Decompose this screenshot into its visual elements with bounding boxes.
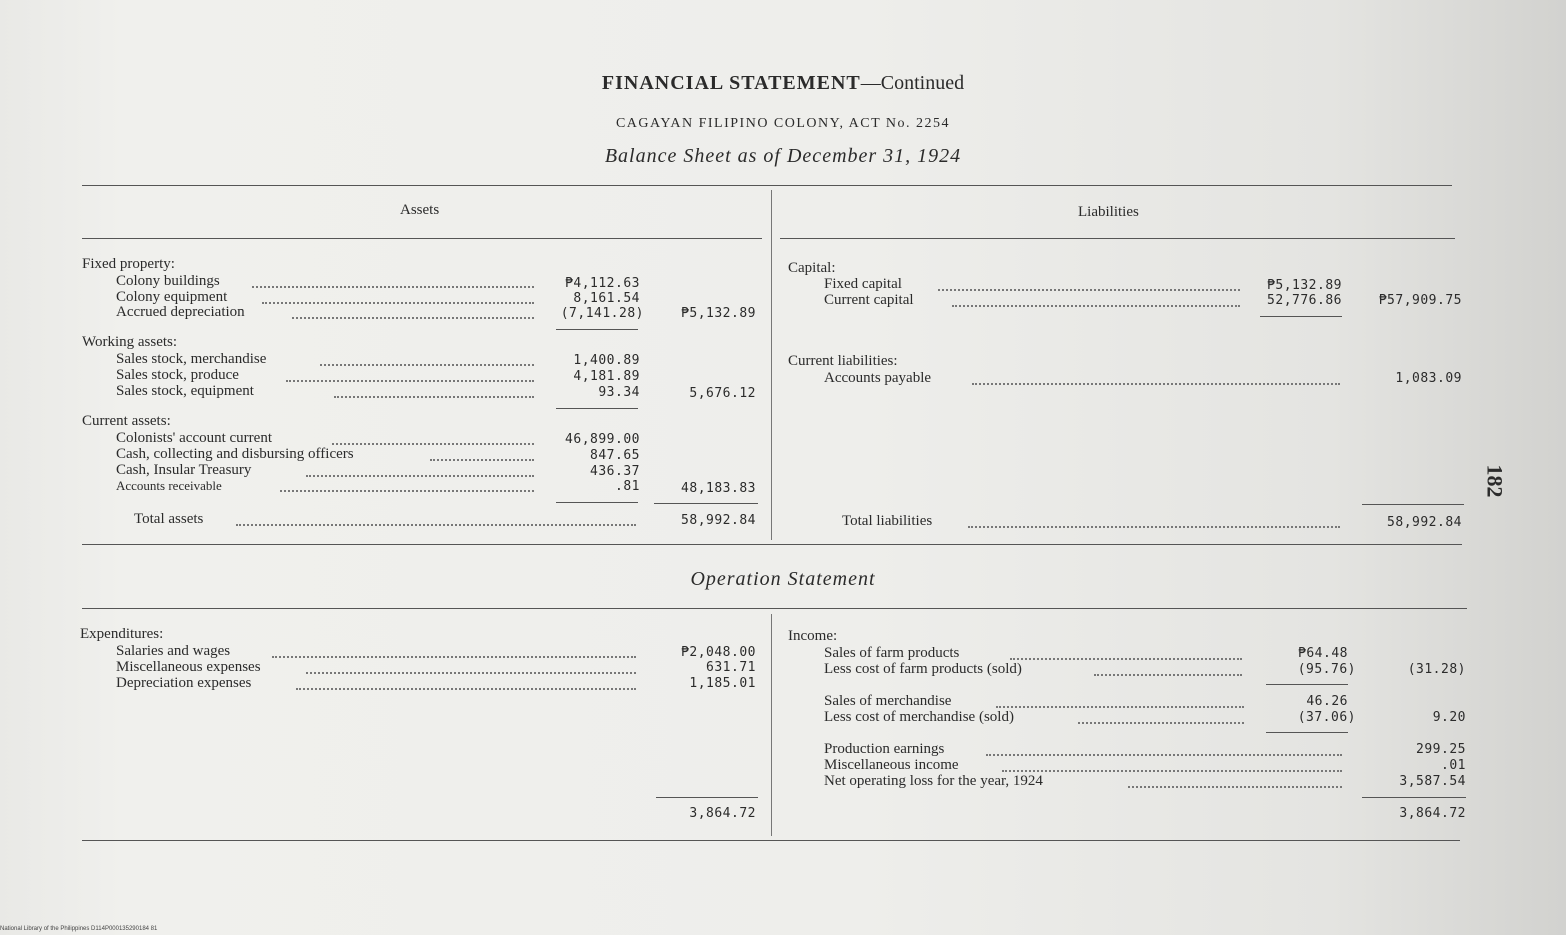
total-rule xyxy=(1362,797,1466,798)
fixed-capital-value: ₱5,132.89 xyxy=(1267,278,1342,293)
leader-dots xyxy=(280,490,534,492)
balance-bottom-rule xyxy=(82,544,1462,545)
subtotal-rule xyxy=(556,329,638,330)
subtotal-rule xyxy=(1260,316,1342,317)
current-assets-total: 48,183.83 xyxy=(681,481,756,496)
accounts-payable-label: Accounts payable xyxy=(824,370,932,386)
balance-top-rule xyxy=(82,185,1452,186)
colony-buildings-value: ₱4,112.63 xyxy=(565,276,640,291)
working-assets-total: 5,676.12 xyxy=(689,386,756,401)
depreciation-expenses-value: 1,185.01 xyxy=(689,676,756,691)
page-number: 182 xyxy=(1482,464,1508,498)
capital-label: Capital: xyxy=(788,260,836,276)
leader-dots xyxy=(986,754,1342,756)
sales-stock-equipment-label: Sales stock, equipment xyxy=(116,383,254,399)
leader-dots xyxy=(306,672,636,674)
archive-footer: National Library of the Philippines D114P000135290184 81 xyxy=(0,926,158,932)
leader-dots xyxy=(1128,786,1342,788)
subtotal-rule xyxy=(1266,684,1348,685)
fixed-property-total: ₱5,132.89 xyxy=(681,306,756,321)
statement-title xyxy=(0,72,1566,95)
accounts-receivable-value: .81 xyxy=(615,479,640,494)
working-assets-label: Working assets: xyxy=(82,334,178,350)
net-operating-loss-label: Net operating loss for the year, 1924 xyxy=(824,773,1043,789)
cash-insular-label: Cash, Insular Treasury xyxy=(116,462,252,478)
total-assets-value: 58,992.84 xyxy=(681,513,756,528)
misc-expenses-label: Miscellaneous expenses xyxy=(116,659,261,675)
production-earnings-value: 299.25 xyxy=(1416,742,1466,757)
depreciation-expenses-label: Depreciation expenses xyxy=(116,675,252,691)
expenditures-label: Expenditures: xyxy=(80,626,164,642)
fixed-capital-label: Fixed capital xyxy=(824,276,902,292)
total-assets-label: Total assets xyxy=(134,511,204,527)
leader-dots xyxy=(968,526,1340,528)
subtotal-rule xyxy=(556,408,638,409)
current-assets-label: Current assets: xyxy=(82,413,171,429)
title-continued: —Continued xyxy=(860,72,965,94)
current-liabilities-label: Current liabilities: xyxy=(788,353,898,369)
leader-dots xyxy=(334,396,534,398)
leader-dots xyxy=(306,475,534,477)
statement-subtitle: CAGAYAN FILIPINO COLONY, ACT No. 2254 xyxy=(615,116,951,131)
accounts-receivable-label: Accounts receivable xyxy=(116,478,222,493)
capital-total: ₱57,909.75 xyxy=(1378,293,1462,308)
expenditures-total: 3,864.72 xyxy=(689,806,756,821)
farm-sales-value: ₱64.48 xyxy=(1298,646,1348,661)
net-operating-loss-value: 3,587.54 xyxy=(1399,774,1466,789)
leader-dots xyxy=(292,317,534,319)
accounts-payable-value: 1,083.09 xyxy=(1395,371,1462,386)
leader-dots xyxy=(272,656,636,658)
operation-top-rule xyxy=(82,608,1467,609)
misc-expenses-value: 631.71 xyxy=(706,660,756,675)
farm-cost-label: Less cost of farm products (sold) xyxy=(824,661,1022,677)
income-label: Income: xyxy=(788,628,838,644)
leader-dots xyxy=(972,383,1340,385)
leader-dots xyxy=(996,706,1244,708)
leader-dots xyxy=(252,286,534,288)
liabilities-header: Liabilities xyxy=(1078,204,1139,220)
sales-stock-produce-value: 4,181.89 xyxy=(573,369,640,384)
colonists-account-value: 46,899.00 xyxy=(565,432,640,447)
merch-sales-label: Sales of merchandise xyxy=(824,693,952,709)
misc-income-value: .01 xyxy=(1441,758,1466,773)
leader-dots xyxy=(952,305,1240,307)
leader-dots xyxy=(938,289,1240,291)
sales-stock-merchandise-value: 1,400.89 xyxy=(573,353,640,368)
liabilities-header-rule xyxy=(780,238,1455,239)
operation-center-rule xyxy=(771,614,772,836)
sales-stock-equipment-value: 93.34 xyxy=(598,385,640,400)
total-rule xyxy=(654,503,758,504)
misc-income-label: Miscellaneous income xyxy=(824,757,959,773)
farm-cost-value: (95.76) xyxy=(1297,662,1356,677)
leader-dots xyxy=(262,302,534,304)
cash-collecting-value: 847.65 xyxy=(590,448,640,463)
accrued-depreciation-value: (7,141.28) xyxy=(560,306,644,321)
balance-sheet-heading: Balance Sheet as of December 31, 1924 xyxy=(604,145,962,167)
colonists-account-label: Colonists' account current xyxy=(116,430,272,446)
leader-dots xyxy=(1078,722,1244,724)
fixed-property-label: Fixed property: xyxy=(82,256,175,272)
salaries-value: ₱2,048.00 xyxy=(681,645,756,660)
leader-dots xyxy=(1010,658,1242,660)
leader-dots xyxy=(286,380,534,382)
cash-collecting-label: Cash, collecting and disbursing officers xyxy=(116,446,354,462)
leader-dots xyxy=(236,524,636,526)
farm-net-value: (31.28) xyxy=(1407,662,1466,677)
salaries-label: Salaries and wages xyxy=(116,643,231,659)
colony-buildings-label: Colony buildings xyxy=(116,273,220,289)
total-liabilities-label: Total liabilities xyxy=(842,513,933,529)
leader-dots xyxy=(320,364,534,366)
assets-header-rule xyxy=(82,238,762,239)
total-rule xyxy=(1362,504,1464,505)
merch-net-value: 9.20 xyxy=(1432,710,1466,725)
leader-dots xyxy=(1002,770,1342,772)
assets-header: Assets xyxy=(400,202,440,218)
accrued-depreciation-label: Accrued depreciation xyxy=(116,304,245,320)
subtotal-rule xyxy=(1266,732,1348,733)
current-capital-label: Current capital xyxy=(824,292,914,308)
income-total: 3,864.72 xyxy=(1399,806,1466,821)
colony-equipment-label: Colony equipment xyxy=(116,289,228,305)
farm-sales-label: Sales of farm products xyxy=(824,645,960,661)
title-bold: FINANCIAL STATEMENT xyxy=(601,72,861,94)
leader-dots xyxy=(332,443,534,445)
cash-insular-value: 436.37 xyxy=(590,464,640,479)
total-liabilities-value: 58,992.84 xyxy=(1387,515,1462,530)
total-rule xyxy=(656,797,758,798)
leader-dots xyxy=(430,459,534,461)
sales-stock-produce-label: Sales stock, produce xyxy=(116,367,239,383)
sales-stock-merchandise-label: Sales stock, merchandise xyxy=(116,351,267,367)
balance-center-rule xyxy=(771,190,772,540)
operation-statement-heading: Operation Statement xyxy=(690,568,876,590)
colony-equipment-value: 8,161.54 xyxy=(573,291,640,306)
leader-dots xyxy=(1094,674,1242,676)
subtotal-rule xyxy=(556,502,638,503)
merch-cost-value: (37.06) xyxy=(1297,710,1356,725)
operation-bottom-rule xyxy=(82,840,1460,841)
merch-sales-value: 46.26 xyxy=(1306,694,1348,709)
leader-dots xyxy=(296,688,636,690)
current-capital-value: 52,776.86 xyxy=(1267,293,1342,308)
production-earnings-label: Production earnings xyxy=(824,741,945,757)
merch-cost-label: Less cost of merchandise (sold) xyxy=(824,709,1014,725)
